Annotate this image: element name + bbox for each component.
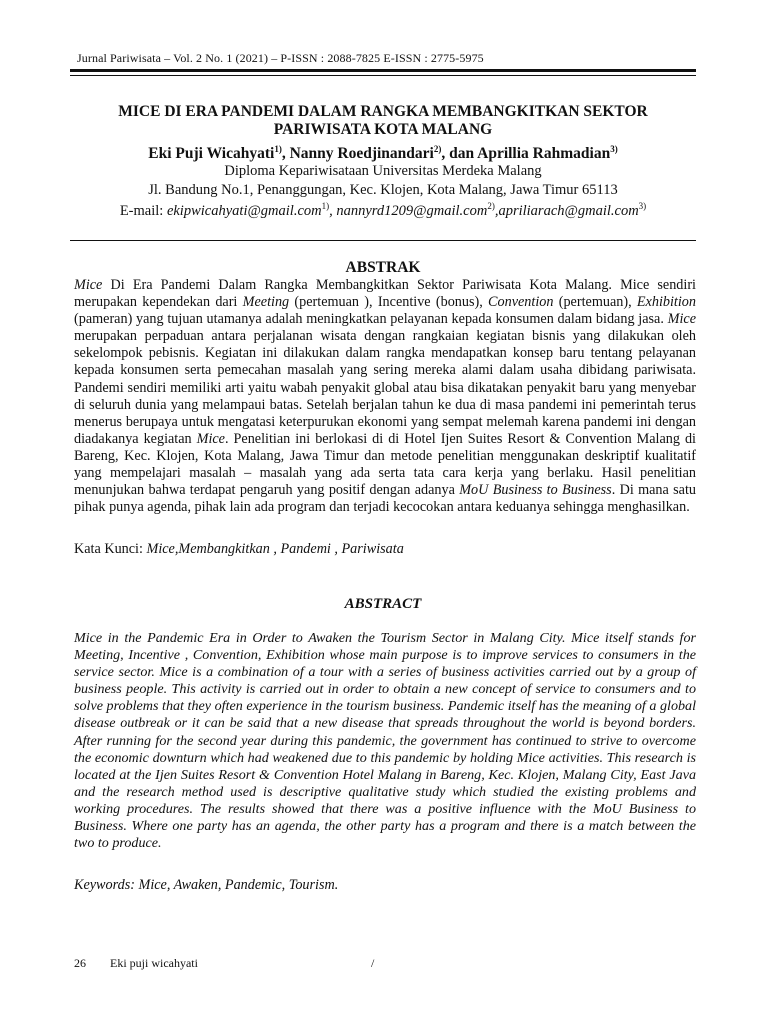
abstrak-text: . Di mana satu pihak punya agenda, pihak lain ada program dan terjadi kecocokan antara keduanya sehingga menghasilkan. <box>74 482 696 516</box>
abstrak-text: (pertemuan ), Incentive (bonus), <box>289 294 489 311</box>
email-label: E-mail: <box>119 202 167 219</box>
author-list <box>70 144 696 163</box>
affiliation: Diploma Kepariwisataan Universitas Merdeka Malang <box>224 163 542 179</box>
email-3[interactable]: ,apriliarach@gmail.com <box>494 202 639 219</box>
footer-author: Eki puji wicahyati <box>110 956 198 970</box>
page-number: 26 <box>74 956 86 970</box>
abstrak-text: merupakan perpaduan antara perjalanan wisata dengan rangkaian kegiatan bisnis yang dilakukan oleh sekelompok pebisnis. Kegiatan ini dilakukan dalam rangka mendapatkan konsep baru tentang pelayanan kepada konsumen serta pemecahan masalah yang sering mereka alami dalam usaha dibidang pariwisata. Pandemi sendiri memiliki arti yaitu wabah penyakit global atau bisa dikatakan penyakit baru yang menyebar di seluruh dunia yang melampaui batas. Setelah berjalan tahun ke dua di masa pandemi ini pemerintah terus menerus berupaya untuk mengatasi keterpurukan ekonomi yang sempat melemah karena pandemi ini dengan diadakanya kegiatan <box>74 328 696 447</box>
author-separator: , <box>281 145 290 163</box>
abstrak-term: Mice <box>196 430 225 447</box>
abstrak-text: Di Era Pandemi Dalam Rangka Membangkitkan Sektor Pariwisata Kota Malang. Mice sendiri merupakan kependekan dari <box>74 277 696 311</box>
author-1: Eki Puji Wicahyati <box>148 145 275 163</box>
kata-kunci <box>74 541 696 558</box>
email-1[interactable]: ekipwicahyati@gmail.com <box>166 202 322 219</box>
abstrak-term: Mice <box>667 311 696 328</box>
title-line-1: MICE DI ERA PANDEMI DALAM RANGKA MEMBANGKITKAN SEKTOR <box>118 103 648 120</box>
abstrak-text: (pertemuan), <box>553 294 637 311</box>
header-rule-thick <box>70 69 696 72</box>
email-3-mark: 3) <box>638 201 647 211</box>
abstract-heading: ABSTRACT <box>344 596 422 612</box>
abstrak-term: MoU Business to Business <box>459 482 612 499</box>
author-2: Nanny Roedjinandari <box>289 145 434 163</box>
abstrak-term: Mice <box>74 277 103 293</box>
abstrak-term: Meeting <box>242 294 290 311</box>
kata-kunci-label: Kata Kunci: <box>74 541 147 557</box>
footer-slash: / <box>371 956 375 970</box>
keywords: Keywords: Mice, Awaken, Pandemic, Tourism. <box>74 877 339 893</box>
header-rule-thin <box>70 75 696 76</box>
address: Jl. Bandung No.1, Penanggungan, Kec. Klojen, Kota Malang, Jawa Timur 65113 <box>148 182 618 198</box>
email-1-mark: 1) <box>321 201 330 211</box>
author-3-mark: 3) <box>610 144 618 154</box>
kata-kunci-value: Mice,Membangkitkan , Pandemi , Pariwisata <box>146 541 404 557</box>
abstrak-term: Exhibition <box>636 294 696 311</box>
author-2-mark: 2) <box>433 144 442 154</box>
title-line-2: PARIWISATA KOTA MALANG <box>273 121 493 138</box>
running-head: Jurnal Pariwisata – Vol. 2 No. 1 (2021) – P-ISSN : 2088-7825 E-ISSN : 2775-5975 <box>77 51 484 65</box>
abstrak-heading: ABSTRAK <box>345 259 421 276</box>
author-1-mark: 1) <box>274 144 282 154</box>
abstrak-text: . Penelitian ini berlokasi di di Hotel Ijen Suites Resort & Convention Malang di Bareng, Kec. Klojen, Kota Malang, Jawa Timur dan metode penelitian menggunakan deskriptif kualitatif yang mempelajari masalah – masalah yang ada serta tata cara kerja yang berlaku. Hasil penelitian menunjukan bahwa terdapat pengaruh yang positif dengan adanya <box>74 430 696 499</box>
email-2-mark: 2) <box>487 201 495 211</box>
author-separator: , dan <box>441 145 478 163</box>
abstrak-text: (pameran) yang tujuan utamanya adalah meningkatkan pelayanan kepada konsumen dalam bidang jasa. <box>74 311 668 328</box>
email-2[interactable]: , nannyrd1209@gmail.com <box>329 202 488 219</box>
section-divider <box>70 240 696 241</box>
paper-title <box>70 103 696 139</box>
author-3: Aprillia Rahmadian <box>477 145 611 163</box>
abstrak-body <box>74 277 696 516</box>
abstrak-term: Convention <box>488 294 554 311</box>
abstract-body: Mice in the Pandemic Era in Order to Awaken the Tourism Sector in Malang City. Mice itself stands for Meeting, Incentive , Convention, Exhibition whose main purpose is to improve services to consumers in the service sector. Mice is a combination of a tour with a series of business activities carried out by a group of business people. This activity is carried out in order to obtain a new concept of service to consumers and to solve problems that they often experience in the tourism business. Pandemic itself has the meaning of a global disease outbreak or it can be said that a new disease that spreads throughout the world is beyond borders. After running for the second year during this pandemic, the government has continued to strive to overcome the economic downturn which had weakened due to this pandemic by holding Mice activities. This research is located at the Ijen Suites Resort & Convention Hotel Malang in Bareng, Kec. Klojen, Malang City, East Java and the research method used is descriptive qualitative study which studied the existing problems and working procedures. The results showed that there was a positive influence with the MoU Business to Business. Where one party has an agenda, the other party has a program and there is a match between the two to produce. <box>74 630 696 852</box>
email-line <box>70 201 696 220</box>
